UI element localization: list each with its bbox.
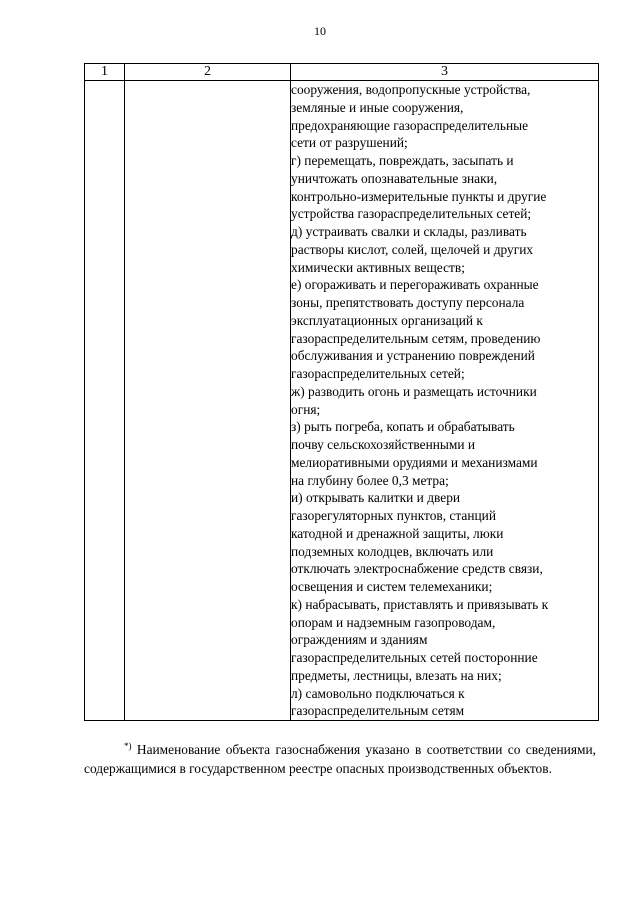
text-line: з) рыть погреба, копать и обрабатывать: [291, 419, 515, 435]
text-line: отключать электроснабжение средств связи,: [291, 561, 543, 577]
column-header-2: 2: [125, 64, 291, 81]
text-line: на глубину более 0,3 метра;: [291, 472, 449, 488]
text-line: ж) разводить огонь и размещать источники: [291, 383, 537, 399]
text-line: катодной и дренажной защиты, люки: [291, 525, 504, 541]
text-line: сооружения, водопропускные устройства,: [291, 82, 531, 97]
footnote-text: Наименование объекта газоснабжения указано в соответствии со сведениями, содержащимися в государственном реестре опасных производственных объектов.: [84, 742, 596, 776]
text-line: предохраняющие газораспределительные: [291, 117, 529, 133]
text-line: предметы, лестницы, влезать на них;: [291, 667, 502, 683]
text-line: освещения и систем телемеханики;: [291, 579, 493, 594]
text-line: к) набрасывать, приставлять и привязывать к: [291, 596, 549, 612]
text-line: ограждениям и зданиям: [291, 632, 428, 648]
table-row: [85, 81, 599, 721]
text-line: сети от разрушений;: [291, 135, 408, 151]
column-3-cell: [291, 81, 599, 721]
column-header-3: 3: [291, 64, 599, 81]
text-line: д) устраивать свалки и склады, разливать: [291, 224, 527, 239]
footnote-marker: *): [124, 741, 132, 751]
text-line: устройства газораспределительных сетей;: [291, 206, 532, 222]
footnote: [84, 737, 596, 778]
column-1-cell: [85, 81, 125, 721]
column-header-1: 1: [85, 64, 125, 81]
text-line: газораспределительным сетям, проведению: [291, 330, 541, 346]
text-line: химически активных веществ;: [291, 259, 465, 275]
text-line: земляные и иные сооружения,: [291, 99, 464, 115]
text-line: подземных колодцев, включать или: [291, 543, 494, 559]
text-line: огня;: [291, 401, 321, 417]
requirements-table: [84, 63, 599, 721]
text-line: уничтожать опознавательные знаки,: [291, 170, 498, 186]
table-header-row: [85, 64, 599, 81]
page-number: 10: [314, 24, 326, 38]
text-line: эксплуатационных организаций к: [291, 312, 483, 328]
text-line: газораспределительным сетям: [291, 703, 465, 719]
text-line: газораспределительных сетей посторонние: [291, 650, 538, 665]
text-line: е) огораживать и перегораживать охранные: [291, 277, 539, 293]
text-line: опорам и надземным газопроводам,: [291, 614, 496, 630]
text-line: растворы кислот, солей, щелочей и других: [291, 241, 534, 257]
text-line: обслуживания и устранению повреждений: [291, 348, 535, 364]
text-line: г) перемещать, повреждать, засыпать и: [291, 153, 514, 168]
text-line: газораспределительных сетей;: [291, 366, 465, 381]
text-line: и) открывать калитки и двери: [291, 490, 461, 506]
text-line: газорегуляторных пунктов, станций: [291, 508, 497, 523]
text-line: л) самовольно подключаться к: [291, 685, 465, 701]
text-line: зоны, препятствовать доступу персонала: [291, 295, 525, 310]
text-line: почву сельскохозяйственными и: [291, 437, 476, 452]
column-2-cell: [125, 81, 291, 721]
text-line: мелиоративными орудиями и механизмами: [291, 454, 538, 470]
text-line: контрольно-измерительные пункты и другие: [291, 188, 547, 204]
